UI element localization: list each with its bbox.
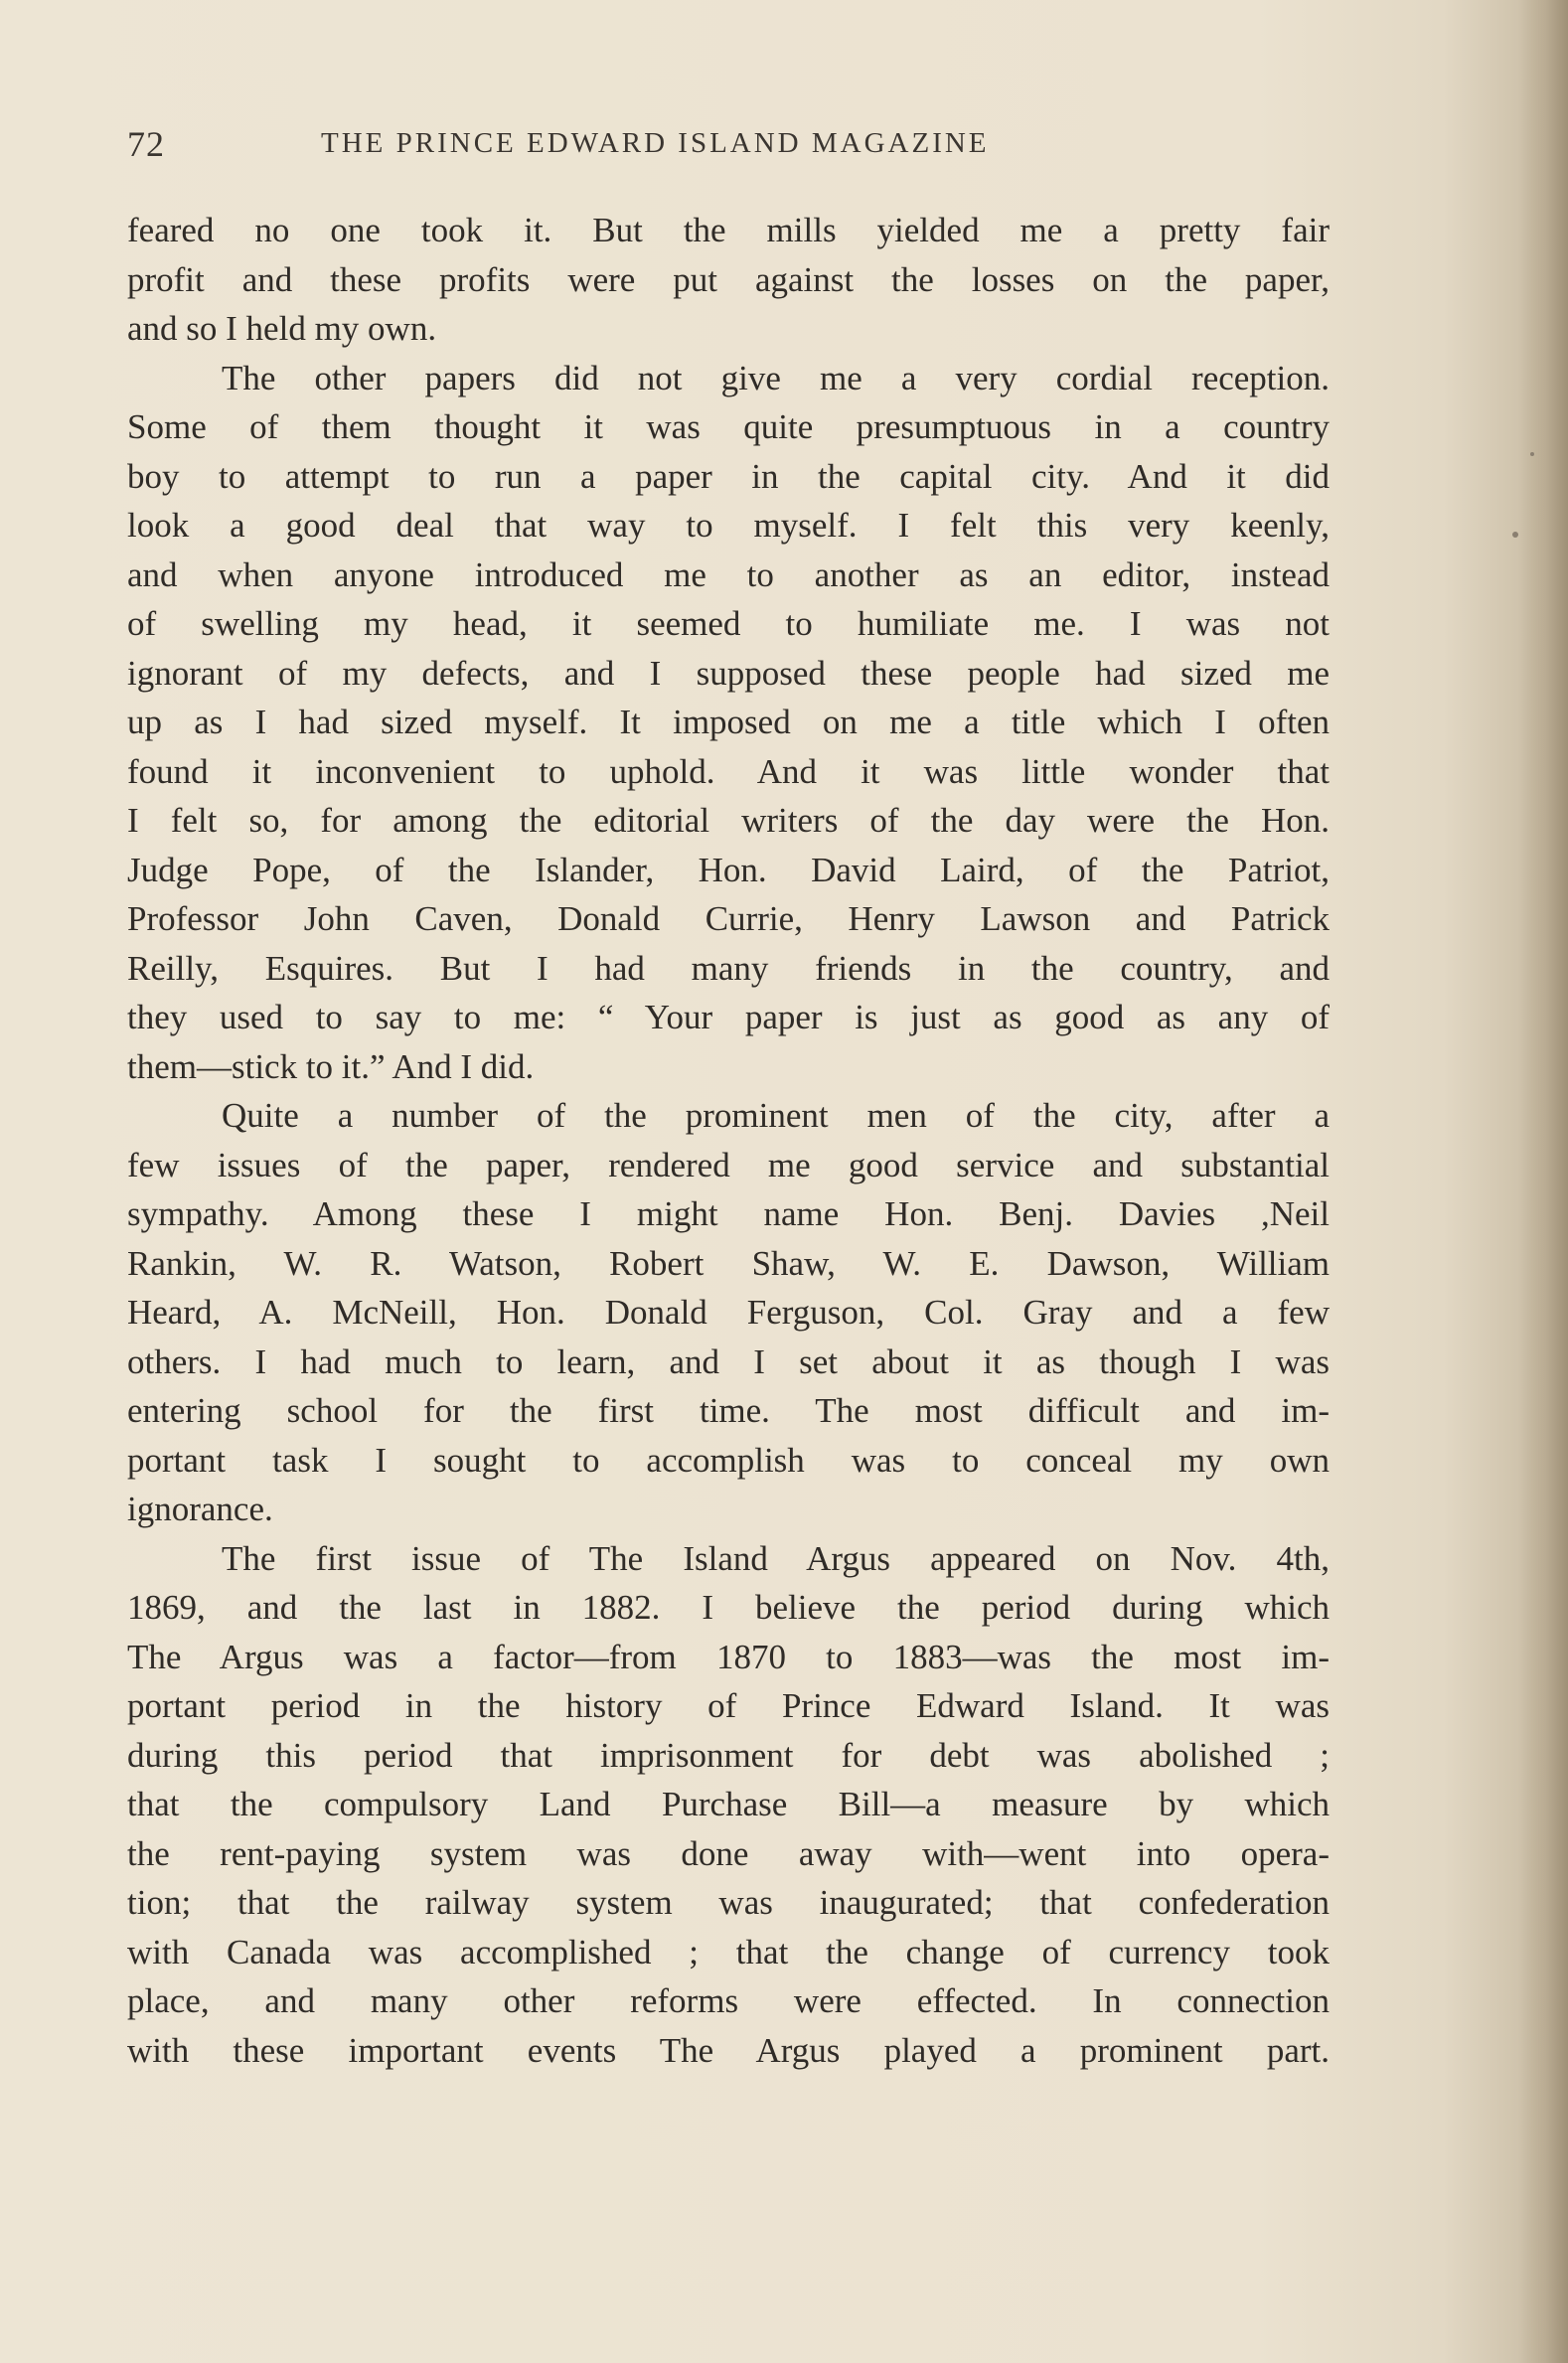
paper-speck xyxy=(1512,532,1518,538)
text-line: during this period that imprisonment for debt was abolished ; xyxy=(127,1735,1330,1775)
text-line: few issues of the paper, rendered me good service and substantial xyxy=(127,1145,1330,1184)
text-line: Some of them thought it was quite presumptuous in a country xyxy=(127,407,1330,446)
text-line: that the compulsory Land Purchase Bill—a measure by which xyxy=(127,1785,1330,1823)
text-line: of swelling my head, it seemed to humiliate me. I was not xyxy=(127,604,1330,643)
text-line: feared no one took it. But the mills yielded me a pretty fair xyxy=(127,211,1330,249)
text-line: The other papers did not give me a very cordial reception. xyxy=(222,358,1330,397)
text-line: place, and many other reforms were effected. In connection xyxy=(127,1981,1330,2020)
text-line: sympathy. Among these I might name Hon. Benj. Davies ,Neil xyxy=(127,1194,1330,1233)
magazine-title: THE PRINCE EDWARD ISLAND MAGAZINE xyxy=(321,127,990,159)
text-line: look a good deal that way to myself. I felt this very keenly, xyxy=(127,506,1330,545)
text-line: and so I held my own. xyxy=(127,309,437,348)
text-line: I felt so, for among the editorial writers of the day were the Hon. xyxy=(127,801,1330,840)
text-line: The first issue of The Island Argus appeared on Nov. 4th, xyxy=(222,1538,1330,1578)
text-line: up as I had sized myself. It imposed on me a title which I often xyxy=(127,703,1330,741)
text-line: ignorant of my defects, and I supposed these people had sized me xyxy=(127,653,1330,693)
text-line: entering school for the first time. The most difficult and im- xyxy=(127,1391,1330,1430)
text-line: Judge Pope, of the Islander, Hon. David Laird, of the Patriot, xyxy=(127,850,1330,889)
text-line: ignorance. xyxy=(127,1490,273,1528)
text-line: Heard, A. McNeill, Hon. Donald Ferguson, Col. Gray and a few xyxy=(127,1293,1330,1332)
text-line: they used to say to me: “ Your paper is just as good as any of xyxy=(127,998,1330,1036)
text-line: portant period in the history of Prince Edward Island. It was xyxy=(127,1686,1330,1725)
text-line: Reilly, Esquires. But I had many friends in the country, and xyxy=(127,948,1330,988)
text-line: with these important events The Argus played a prominent part. xyxy=(127,2030,1330,2070)
text-line: 1869, and the last in 1882. I believe the period during which xyxy=(127,1588,1330,1627)
text-line: and when anyone introduced me to another as an editor, instead xyxy=(127,554,1330,594)
text-line: The Argus was a factor—from 1870 to 1883—was the most im- xyxy=(127,1637,1330,1676)
text-line: boy to attempt to run a paper in the capital city. And it did xyxy=(127,456,1330,496)
text-line: found it inconvenient to uphold. And it was little wonder that xyxy=(127,751,1330,791)
text-line: Quite a number of the prominent men of the city, after a xyxy=(222,1096,1330,1135)
text-line: the rent-paying system was done away with—went into opera- xyxy=(127,1833,1330,1873)
text-line: with Canada was accomplished ; that the change of currency took xyxy=(127,1932,1330,1971)
body-text xyxy=(127,206,1330,2075)
text-line: profit and these profits were put against the losses on the paper, xyxy=(127,259,1330,299)
text-line: Rankin, W. R. Watson, Robert Shaw, W. E. Dawson, William xyxy=(127,1243,1330,1283)
page-number: 72 xyxy=(127,124,165,164)
running-head xyxy=(127,117,1300,167)
text-line: others. I had much to learn, and I set about it as though I was xyxy=(127,1341,1330,1381)
paper-speck xyxy=(1530,452,1534,456)
page-edge-shadow xyxy=(1518,0,1568,2363)
text-line: portant task I sought to accomplish was to conceal my own xyxy=(127,1440,1330,1480)
text-line: Professor John Caven, Donald Currie, Henry Lawson and Patrick xyxy=(127,899,1330,938)
text-line: tion; that the railway system was inaugurated; that confederation xyxy=(127,1883,1330,1922)
text-line: them—stick to it.” And I did. xyxy=(127,1046,535,1086)
